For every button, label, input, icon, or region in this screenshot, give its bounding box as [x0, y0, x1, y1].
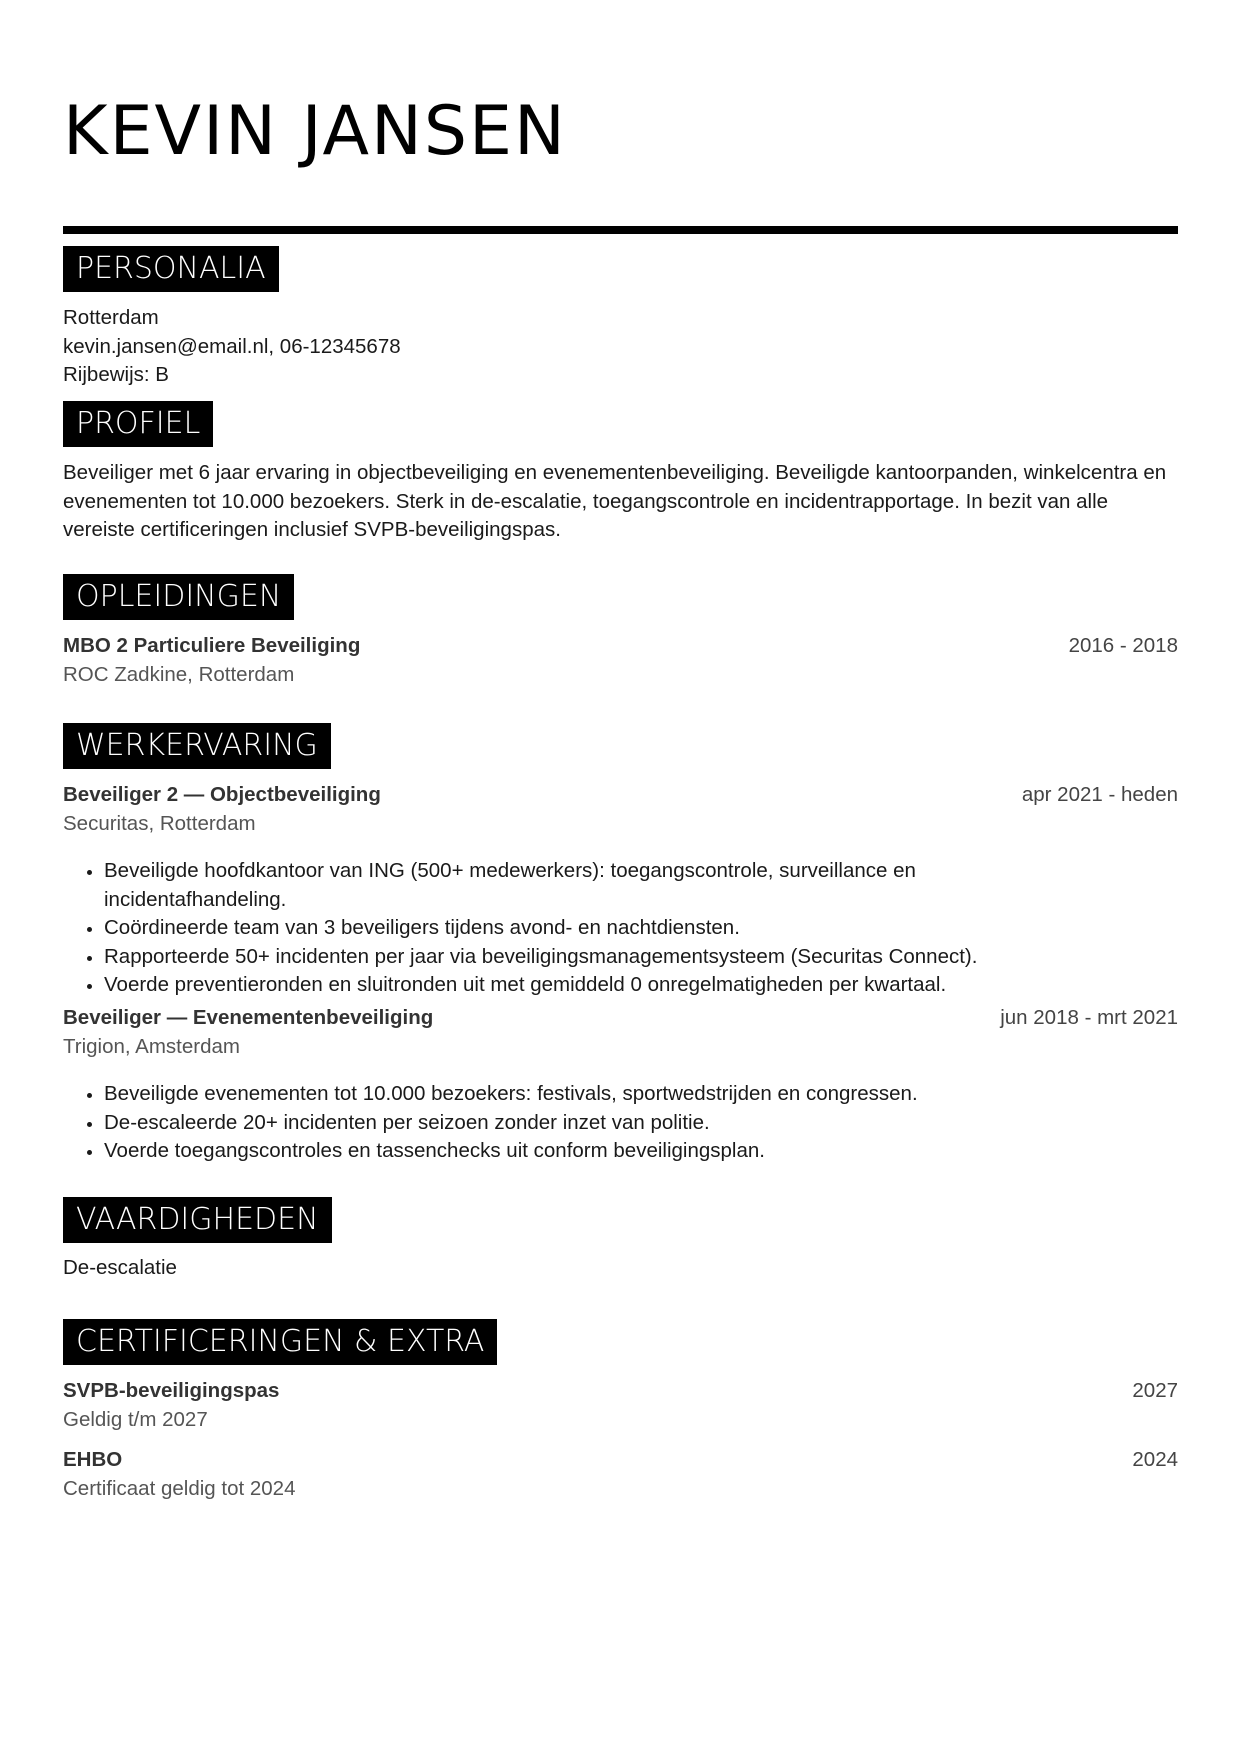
header-divider: [63, 226, 1178, 234]
section-heading-opleidingen: OPLEIDINGEN: [63, 574, 294, 620]
certificate-entry: [63, 1445, 1178, 1503]
personalia-details: [63, 304, 1178, 390]
list-item: • De-escaleerde 20+ incidenten per seizoen zonder inzet van politie.: [104, 1109, 1204, 1138]
personalia-contact: kevin.jansen@email.nl, 06-12345678: [63, 334, 401, 358]
candidate-name: KEVIN JANSEN: [63, 92, 567, 171]
list-item: • Voerde preventieronden en sluitronden uit met gemiddeld 0 onregelmatigheden per kwartaal.: [104, 971, 1204, 1000]
certificate-title: SVPB-beveiligingspas: [63, 1379, 280, 1402]
list-item: • Rapporteerde 50+ incidenten per jaar via beveiligingsmanagementsysteem (Securitas Connect).: [104, 943, 1204, 972]
section-heading-certificeringen: CERTIFICERINGEN & EXTRA: [63, 1319, 497, 1365]
list-item: • Beveiligde evenementen tot 10.000 bezoekers: festivals, sportwedstrijden en congressen.: [104, 1080, 1204, 1109]
skills-list: [63, 1254, 1178, 1283]
certificate-detail: Certificaat geldig tot 2024: [63, 1477, 296, 1500]
certificate-date: 2024: [1132, 1448, 1178, 1471]
job-bullets: [63, 1080, 1204, 1166]
job-entry: [63, 780, 1178, 838]
personalia-location: Rotterdam: [63, 306, 159, 329]
job-bullets: [63, 857, 1204, 1000]
list-item: • Beveiligde hoofdkantoor van ING (500+ medewerkers): toegangscontrole, surveillance en incidentafhandeling.: [104, 857, 1204, 914]
education-date: 2016 - 2018: [1068, 634, 1178, 657]
personalia-license: Rijbewijs: B: [63, 363, 169, 386]
section-heading-werkervaring: WERKERVARING: [63, 723, 331, 769]
section-heading-profiel: PROFIEL: [63, 401, 213, 447]
job-date: apr 2021 - heden: [1021, 783, 1178, 806]
job-employer: Trigion, Amsterdam: [63, 1035, 240, 1058]
section-heading-vaardigheden: VAARDIGHEDEN: [63, 1197, 332, 1243]
list-item: • Coördineerde team van 3 beveiligers tijdens avond- en nachtdiensten.: [104, 914, 1204, 943]
education-school: ROC Zadkine, Rotterdam: [63, 663, 295, 686]
certificate-entry: [63, 1376, 1178, 1434]
job-entry: [63, 1003, 1178, 1061]
list-item: • Voerde toegangscontroles en tassenchecks uit conform beveiligingsplan.: [104, 1137, 1204, 1166]
profiel-text: Beveiliger met 6 jaar ervaring in objectbeveiliging en evenementenbeveiliging. Beveiligde kantoorpanden, winkelcentra en evenementen tot 10.000 bezoekers. Sterk in de-escalatie, toegangscontrole en incidentrapportage. In bezit van alle vereiste certificeringen inclusief SVPB-beveiligingspas.: [63, 461, 1167, 541]
certificate-date: 2027: [1132, 1379, 1178, 1402]
job-date: jun 2018 - mrt 2021: [1000, 1006, 1178, 1029]
job-title: Beveiliger — Evenementenbeveiliging: [63, 1006, 434, 1029]
skill-item: De-escalatie: [63, 1256, 177, 1279]
job-title: Beveiliger 2 — Objectbeveiliging: [63, 783, 381, 806]
education-title: MBO 2 Particuliere Beveiliging: [63, 634, 361, 657]
certificate-detail: Geldig t/m 2027: [63, 1408, 208, 1431]
job-employer: Securitas, Rotterdam: [63, 812, 256, 835]
certificate-title: EHBO: [63, 1448, 123, 1471]
education-entry: [63, 631, 1178, 689]
section-heading-personalia: PERSONALIA: [63, 246, 279, 292]
profiel-summary: [63, 459, 1178, 545]
